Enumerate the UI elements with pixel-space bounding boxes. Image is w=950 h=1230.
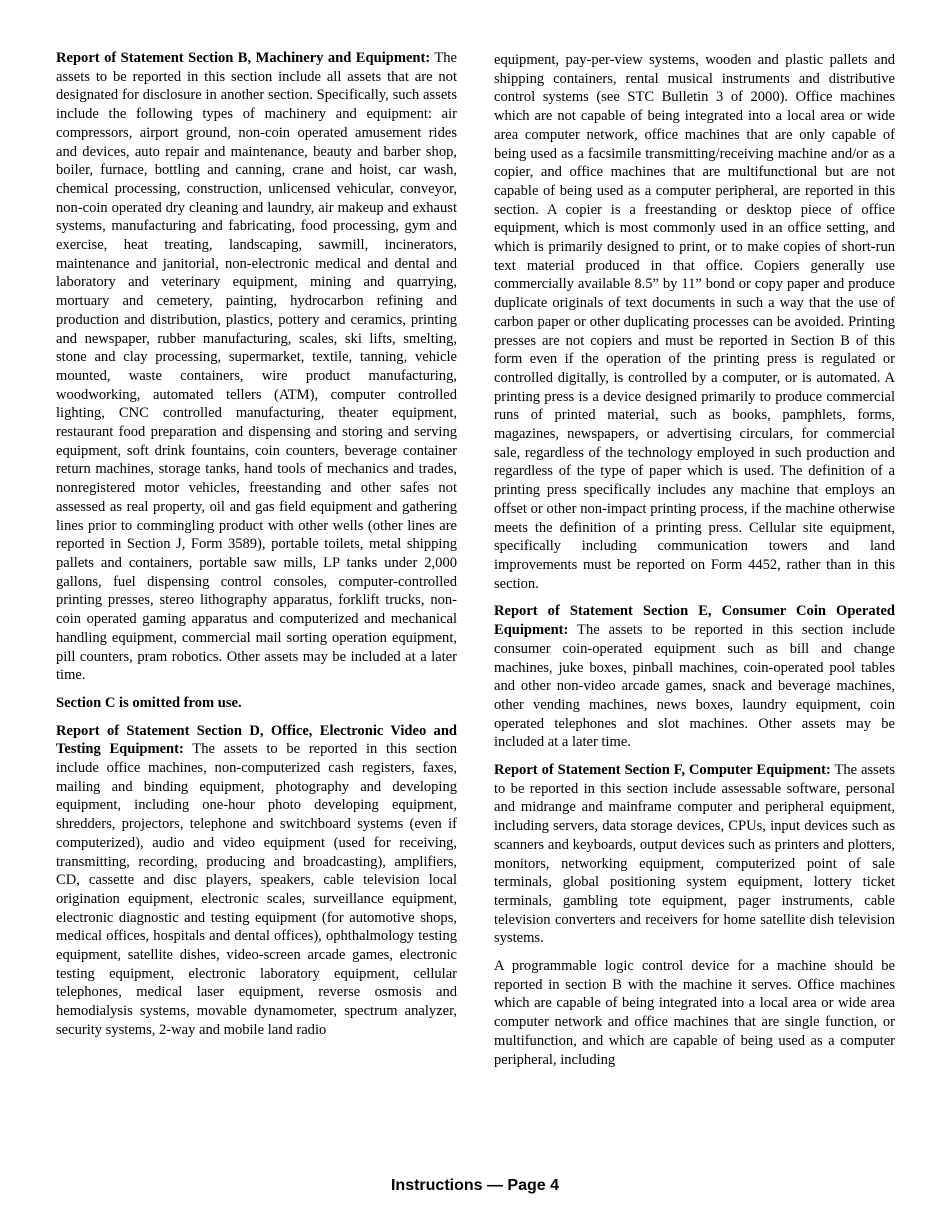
section-d-paragraph [56, 722, 457, 1040]
section-d-heading: Report of Statement Section D, Office, Electronic Video and Testing Equipment: [56, 722, 457, 758]
section-d-continued-paragraph: equipment, pay-per-view systems, wooden and plastic pallets and shipping containers, rental musical instruments and distributive control systems (see STC Bulletin 3 of 2000). Office machines which are not capable of being integrated into a local area or wide area computer network, office machines that are only capable of being used as a facsimile transmitting/receiving machine and/or as a copier, and office machines that are multifunctional but are not capable of being used as a computer peripheral, are reported in this section. A copier is a freestanding or desktop piece of office equipment, which is most commonly used in an office setting, and which is primarily designed to print, or to make copies of short-run text material produced in that office. Copiers generally use commercially available 8.5” by 11” bond or copy paper and produce duplicate originals of text documents in such a way that the use of carbon paper or other duplicating processes can be avoided. Printing presses are not copiers and must be reported in Section B of this form even if the operation of the printing press is regulated or controlled digitally, is controlled by a computer, or is automated. A printing press is a device designed primarily to produce commercial runs of printed material, such as books, pamphlets, forms, magazines, newspapers, or advertising circulars, for commercial sale, regardless of the technology employed in such production and regardless of the type of paper which is used. The definition of a printing press specifically includes any machine that employs an offset or other non-impact printing process, if the machine otherwise meets the definition of a printing press. Cellular site equipment, specifically including communication towers and land improvements must be reported on Form 4452, rather than in this section. [494, 52, 895, 592]
section-d-body: The assets to be reported in this section include office machines, non-computerized cash registers, faxes, mailing and binding equipment, photography and developing equipment, including one-hour photo developing equipment, shredders, projectors, telephone and switchboard systems (even if computerized), audio and video equipment (used for receiving, transmitting, recording, producing and broadcasting), amplifiers, CD, cassette and disc players, speakers, cable television local origination equipment, electronic scales, surveillance equipment, electronic diagnostic and testing equipment (for automotive shops, medical offices, hospitals and dental offices), ophthalmology testing equipment, satellite dishes, video-screen arcade games, electronic testing equipment, electronic laboratory equipment, cellular telephones, medical laser equipment, reverse osmosis and hemodialysis systems, movable dynamometer, spectrum analyzer, security systems, 2-way and mobile land radio [56, 741, 457, 1038]
section-e-heading: Report of Statement Section E, Consumer Coin Operated Equipment: [494, 603, 895, 639]
section-f-body: The assets to be reported in this section include assessable software, personal and midrange and mainframe computer and peripheral equipment, including servers, data storage devices, CPUs, input devices such as scanners and keyboards, output devices such as printers and plotters, monitors, networking equipment, computerized point of sale terminals, global positioning system equipment, lottery ticket terminals, gambling tote equipment, pager instruments, cable television converters and receivers for home satellite dish television systems. [494, 762, 895, 947]
left-column [56, 49, 457, 1049]
section-f-heading: Report of Statement Section F, Computer Equipment: [494, 762, 831, 779]
section-c-paragraph [56, 694, 457, 713]
page-footer: Instructions — Page 4 [390, 1177, 560, 1194]
section-f-paragraph [494, 761, 895, 948]
section-e-paragraph [494, 602, 895, 752]
section-c-heading: Section C is omitted from use. [56, 694, 242, 711]
section-b-paragraph [56, 49, 457, 685]
section-b-body: The assets to be reported in this section include all assets that are not designated for disclosure in another section. Specifically, such assets include the following types of machinery and equipment: air compressors, airport ground, non-coin operated amusement rides and devices, auto repair and maintenance, beauty and barber shop, boiler, furnace, bottling and canning, crane and hoist, car wash, chemical processing, construction, unlicensed vehicular, conveyor, non-coin operated dry cleaning and laundry, air makeup and exhaust systems, manufacturing and fabricating, food processing, gym and exercise, heat treating, landscaping, sawmill, incinerators, maintenance and janitorial, non-electronic medical and dental and laboratory and veterinary equipment, mining and quarrying, mortuary and cemetery, painting, hydrocarbon refining and production and distribution, plastics, pottery and ceramics, printing and newspaper, rubber manufacturing, scales, ski lifts, smelting, stone and clay processing, supermarket, textile, tanning, vehicle mounted, waste containers, wire product manufacturing, woodworking, automated tellers (ATM), computer controlled lighting, CNC controlled manufacturing, theater equipment, restaurant food preparation and dispensing and storing and serving equipment, soft drink fountains, coin counters, beverage container return machines, storage tanks, hand tools of mechanics and trades, nonregistered motor vehicles, freestanding and other safes not assessed as real property, oil and gas field equipment and gathering lines prior to commingling product with other wells (other lines are reported in Section J, Form 3589), portable toilets, metal shipping pallets and containers, portable saw mills, LP tanks under 2,000 gallons, fuel dispensing control consoles, computer-controlled printing presses, stereo lithography apparatus, forklift trucks, non-coin operated gaming apparatus and computerized and mechanical handling equipment, commercial mail sorting operation equipment, pill counters, pram robotics. Other assets may be included at a later time. [56, 50, 457, 684]
section-b-heading: Report of Statement Section B, Machinery and Equipment: [56, 50, 431, 66]
right-column [494, 51, 895, 1078]
section-e-body: The assets to be reported in this section include consumer coin-operated equipment such as bill and change machines, juke boxes, pinball machines, coin-operated pool tables and other non-video arcade games, snack and beverage machines, other vending machines, news boxes, laundry equipment, coin operated telephones and slot machines. Other assets may be included at a later time. [494, 622, 895, 751]
plc-paragraph: A programmable logic control device for a machine should be reported in section B with the machine it serves. Office machines which are capable of being integrated into a local area or wide area computer network and office machines that are single function, or multifunction, and which are capable of being used as a computer peripheral, including [494, 958, 895, 1068]
